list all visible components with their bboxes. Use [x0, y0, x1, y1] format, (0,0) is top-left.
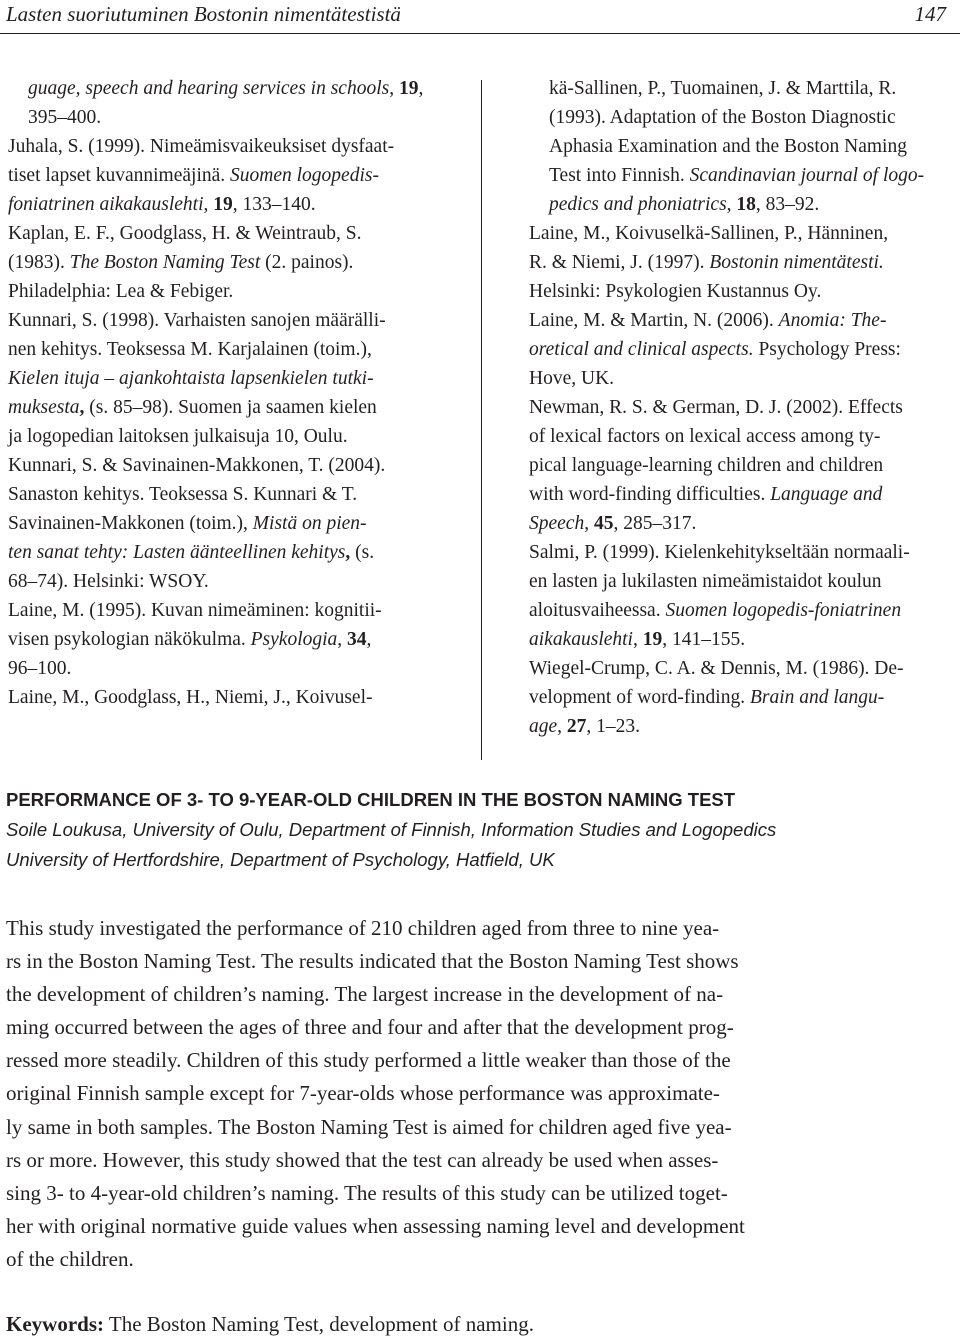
ref-text: Kunnari, S. & Savinainen-Makkonen, T. (2004). [8, 455, 386, 476]
ref-journal: pedics and phoniatrics [549, 194, 727, 215]
ref-text: Sanaston kehitys. Teoksessa S. Kunnari & T. [8, 484, 358, 505]
references-right-column [529, 74, 959, 741]
abstract-line: her with original normative guide values when assessing naming level and development [6, 1213, 745, 1238]
abstract-body [6, 912, 906, 1276]
ref-journal: Suomen logopedis-foniatrinen [665, 600, 902, 621]
ref-journal: Suomen logopedis- [230, 165, 379, 186]
ref-text: Savinainen-Makkonen (toim.), [8, 513, 253, 534]
ref-text: 395–400. [28, 107, 102, 128]
ref-text: ja logopedian laitoksen julkaisuja 10, Oulu. [8, 426, 348, 447]
ref-journal: Language and [770, 484, 883, 505]
ref-text: , 1–23. [586, 716, 641, 737]
reference-laine-1995 [8, 596, 448, 683]
ref-volume: 18 [736, 194, 756, 215]
ref-text: Test into Finnish. [549, 165, 690, 186]
ref-title: The Boston Naming Test [69, 252, 261, 273]
page-number: 147 [914, 2, 946, 26]
ref-journal: age [529, 716, 558, 737]
ref-text: (2. painos). [260, 252, 354, 273]
abstract-author: Soile Loukusa, University of Oulu, Department of Finnish, Information Studies and Logopedics [6, 819, 777, 840]
ref-text: Helsinki: Psykologien Kustannus Oy. [529, 281, 822, 302]
ref-text: R. & Niemi, J. (1997). [529, 252, 710, 273]
reference-laine-1993 [8, 683, 448, 712]
ref-text: Kunnari, S. (1998). Varhaisten sanojen määrälli- [8, 310, 386, 331]
ref-journal: Brain and langu- [749, 687, 885, 708]
running-title: Lasten suoriutuminen Bostonin nimentätestistä [6, 2, 401, 26]
reference-newman [529, 393, 959, 538]
ref-text: Salmi, P. (1999). Kielenkehitykseltään normaali- [529, 542, 910, 563]
abstract-affiliation: University of Hertfordshire, Department of Psychology, Hatfield, UK [6, 849, 555, 870]
ref-volume: 19 [213, 194, 233, 215]
ref-text: , [726, 194, 737, 215]
reference-laine-2006 [529, 306, 959, 393]
ref-text: (1993). Adaptation of the Boston Diagnostic [549, 107, 896, 128]
ref-text: , [337, 629, 348, 650]
ref-text: Laine, M. & Martin, N. (2006). [529, 310, 779, 331]
ref-title: oretical and clinical aspects. [529, 339, 754, 360]
ref-journal: Scandinavian journal of logo- [689, 165, 925, 186]
ref-text: en lasten ja lukilasten nimeämistaidot koulun [529, 571, 882, 592]
ref-volume: 19 [642, 629, 663, 650]
ref-text: velopment of word-finding. [529, 687, 750, 708]
ref-text: 96–100. [8, 658, 72, 679]
ref-text: , 83–92. [755, 194, 820, 215]
ref-text: , [203, 194, 214, 215]
abstract-line: rs in the Boston Naming Test. The results indicated that the Boston Naming Test shows [6, 949, 739, 974]
running-header [0, 0, 960, 32]
reference-continued [8, 74, 448, 132]
ref-text: Wiegel-Crump, C. A. & Dennis, M. (1986). De- [529, 658, 904, 679]
ref-journal: aikakauslehti [529, 629, 633, 650]
ref-text: with word-finding difficulties. [529, 484, 771, 505]
ref-text: Aphasia Examination and the Boston Naming [549, 136, 907, 157]
reference-kunnari-1998 [8, 306, 448, 451]
ref-text: , [345, 542, 351, 563]
abstract-line: rs or more. However, this study showed that the test can already be used when asses- [6, 1147, 719, 1172]
ref-text: Laine, M., Goodglass, H., Niemi, J., Koivusel- [8, 687, 373, 708]
abstract-line: ressed more steadily. Children of this study performed a little weaker than those of the [6, 1048, 731, 1073]
ref-title: ten sanat tehty: Lasten äänteellinen kehitys [8, 542, 346, 563]
reference-kunnari-2004 [8, 451, 448, 596]
ref-text: , 285–317. [613, 513, 697, 534]
ref-text: Juhala, S. (1999). Nimeämisvaikeuksiset dysfaat- [8, 136, 395, 157]
header-rule [0, 33, 960, 34]
abstract-line: sing 3- to 4-year-old children’s naming. The results of this study can be utilized toget- [6, 1180, 728, 1205]
ref-title: Kielen ituja – ajankohtaista lapsenkielen tutki- [8, 368, 374, 389]
ref-title: Mistä on pien- [252, 513, 367, 534]
ref-text: (1983). [8, 252, 70, 273]
keywords-label: Keywords: [6, 1312, 104, 1336]
reference-wiegel-crump [529, 654, 959, 741]
abstract-line: ly same in both samples. The Boston Naming Test is aimed for children aged five yea- [6, 1114, 732, 1139]
ref-text: Laine, M., Koivuselkä-Sallinen, P., Hänninen, [529, 223, 889, 244]
ref-text: guage, speech and hearing services in schools [28, 78, 390, 99]
reference-continued [529, 74, 959, 219]
abstract-line: This study investigated the performance of 210 children aged from three to nine yea- [6, 916, 720, 940]
ref-journal: foniatrinen aikakauslehti [8, 194, 204, 215]
reference-juhala [8, 132, 448, 219]
ref-volume: 27 [566, 716, 587, 737]
references-left-column [8, 74, 448, 712]
ref-text: Newman, R. S. & German, D. J. (2002). Effects [529, 397, 903, 418]
ref-text: Kaplan, E. F., Goodglass, H. & Weintraub, S. [8, 223, 362, 244]
ref-text: (s. 85–98). Suomen ja saamen kielen [84, 397, 377, 418]
ref-title: Anomia: The- [778, 310, 887, 331]
ref-title: Bostonin nimentätesti. [709, 252, 884, 273]
ref-volume: 45 [593, 513, 614, 534]
ref-text: , 141–155. [662, 629, 746, 650]
ref-text: , [418, 78, 424, 99]
ref-text: of lexical factors on lexical access among ty- [529, 426, 881, 447]
ref-text: , [632, 629, 643, 650]
abstract-line: the development of children’s naming. The largest increase in the development of na- [6, 982, 724, 1007]
abstract-line: ming occurred between the ages of three and four and after that the development prog- [6, 1015, 734, 1040]
ref-text: , [389, 78, 399, 99]
ref-text: Philadelphia: Lea & Febiger. [8, 281, 234, 302]
abstract-line: of the children. [6, 1246, 134, 1271]
ref-text: kä-Sallinen, P., Tuomainen, J. & Marttila, R. [549, 78, 897, 99]
ref-text: , [79, 397, 85, 418]
ref-text: visen psykologian näkökulma. [8, 629, 251, 650]
ref-volume: 34 [347, 629, 367, 650]
ref-journal: Speech [529, 513, 585, 534]
ref-text: , [557, 716, 567, 737]
ref-text: , [366, 629, 372, 650]
reference-salmi [529, 538, 959, 654]
ref-text: , [584, 513, 594, 534]
ref-text: pical language-learning children and children [529, 455, 884, 476]
abstract-title: PERFORMANCE OF 3- TO 9-YEAR-OLD CHILDREN IN THE BOSTON NAMING TEST [6, 789, 736, 810]
ref-text: Hove, UK. [529, 368, 615, 389]
column-divider [481, 80, 482, 760]
ref-text: Laine, M. (1995). Kuvan nimeäminen: kognitii- [8, 600, 382, 621]
ref-journal: Psykologia [250, 629, 338, 650]
ref-text: aloitusvaiheessa. [529, 600, 666, 621]
reference-laine-1997 [529, 219, 959, 306]
ref-volume: 19 [398, 78, 419, 99]
ref-text: Psychology Press: [753, 339, 901, 360]
keywords-text: The Boston Naming Test, development of naming. [104, 1312, 534, 1336]
ref-text: tiset lapset kuvannimeäjinä. [8, 165, 231, 186]
keywords [6, 1312, 534, 1337]
abstract-line: original Finnish sample except for 7-year-olds whose performance was approximate- [6, 1081, 720, 1106]
ref-text: nen kehitys. Teoksessa M. Karjalainen (toim.), [8, 339, 372, 360]
ref-text: (s. [350, 542, 375, 563]
ref-title: muksesta [8, 397, 80, 418]
ref-text: , 133–140. [232, 194, 316, 215]
reference-kaplan [8, 219, 448, 306]
ref-text: 68–74). Helsinki: WSOY. [8, 571, 209, 592]
